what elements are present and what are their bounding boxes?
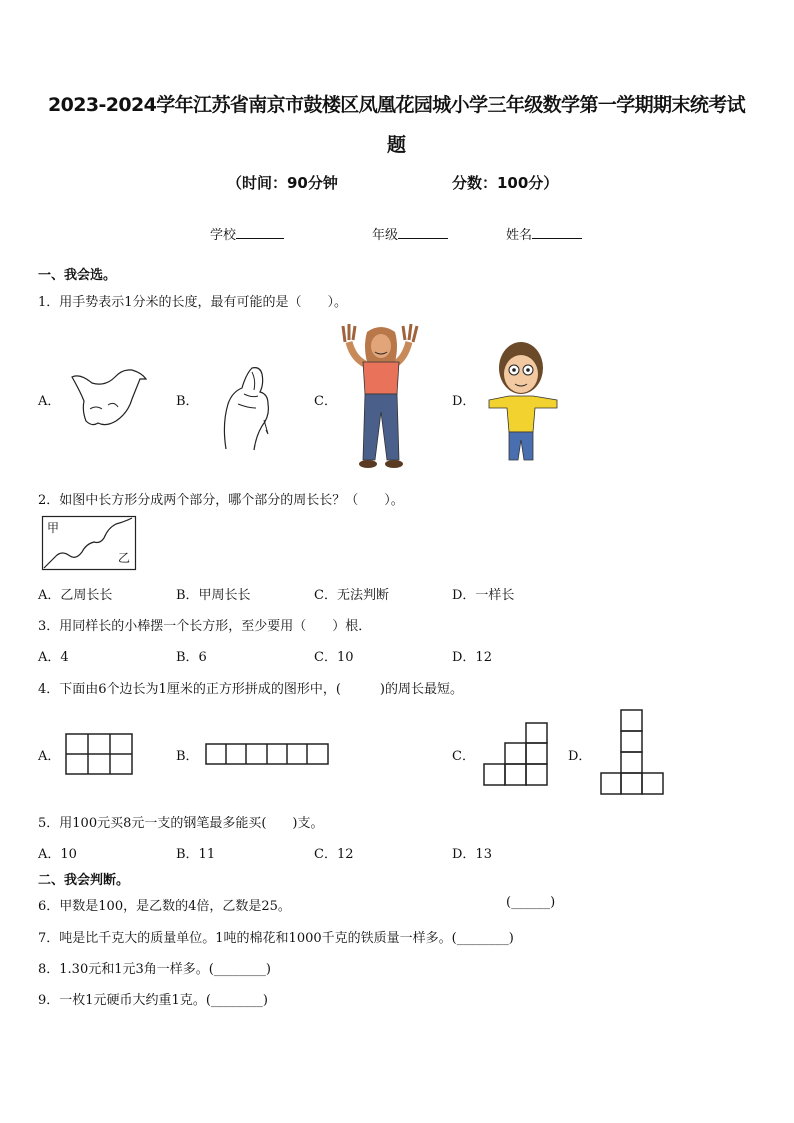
- pinch-hand-image: [218, 364, 278, 454]
- question-2: 2．如图中长方形分成两个部分，哪个部分的周长长？（ ）。: [38, 493, 404, 508]
- q4-option-c[interactable]: C．: [452, 749, 475, 764]
- q2-option-b[interactable]: B．甲周长长: [176, 588, 251, 603]
- q2-option-c[interactable]: C．无法判断: [314, 588, 389, 603]
- question-1: 1．用手势表示1分米的长度，最有可能的是（ ）。: [38, 295, 348, 310]
- question-4: 4．下面由6个边长为1厘米的正方形拼成的图形中，( )的周长最短。: [38, 682, 463, 697]
- shape-1x6-row: [205, 743, 329, 765]
- bird-hand-shadow-image: [70, 365, 155, 430]
- region-label-yi: 乙: [118, 551, 131, 565]
- page-title-line1: 2023-2024学年江苏省南京市鼓楼区凤凰花园城小学三年级数学第一学期期末统考试: [48, 94, 746, 116]
- q1-option-d[interactable]: D．: [452, 394, 476, 409]
- q3-option-d[interactable]: D．12: [452, 650, 492, 665]
- section1-heading: 一、我会选。: [38, 268, 117, 283]
- school-field[interactable]: [210, 224, 284, 243]
- q2-option-a[interactable]: A．乙周长长: [38, 588, 113, 603]
- shape-staircase: [483, 722, 549, 786]
- q5-option-d[interactable]: D．13: [452, 847, 492, 862]
- school-label: 学校: [210, 228, 237, 243]
- girl-shirt: [363, 362, 399, 394]
- exam-score: 分数：100分）: [452, 174, 559, 192]
- question-3: 3．用同样长的小棒摆一个长方形，至少要用（ ）根．: [38, 619, 372, 634]
- question-5: 5．用100元买8元一支的钢笔最多能买( )支。: [38, 816, 324, 831]
- q1-option-c[interactable]: C．: [314, 394, 337, 409]
- page-title-line2: 题: [387, 134, 406, 156]
- q3-option-b[interactable]: B．6: [176, 650, 207, 665]
- grade-label: 年级: [372, 228, 399, 243]
- question-6: 6．甲数是100，是乙数的4倍，乙数是25。: [38, 899, 291, 914]
- boy-arms-out-image: [487, 338, 559, 460]
- question-8: 8．1.30元和1元3角一样多。(________): [38, 962, 271, 977]
- q4-option-b[interactable]: B．: [176, 749, 199, 764]
- question-6-answer-blank[interactable]: (______): [506, 895, 556, 910]
- shape-inverted-t: [600, 709, 664, 795]
- q3-option-c[interactable]: C．10: [314, 650, 354, 665]
- q1-option-a[interactable]: A．: [38, 394, 61, 409]
- q5-option-c[interactable]: C．12: [314, 847, 354, 862]
- q4-option-d[interactable]: D．: [568, 749, 592, 764]
- question-9: 9．一枚1元硬币大约重1克。(________): [38, 993, 268, 1008]
- grade-field[interactable]: [372, 224, 448, 243]
- q4-option-a[interactable]: A．: [38, 749, 61, 764]
- q3-option-a[interactable]: A．4: [38, 650, 69, 665]
- girl-arms-raised-image: [337, 322, 427, 472]
- region-label-jia: 甲: [47, 521, 60, 535]
- shape-2x3-grid: [65, 733, 133, 775]
- q5-option-a[interactable]: A．10: [38, 847, 77, 862]
- name-field[interactable]: [506, 224, 582, 243]
- name-label: 姓名: [506, 228, 533, 243]
- q2-option-d[interactable]: D．一样长: [452, 588, 515, 603]
- q1-option-b[interactable]: B．: [176, 394, 199, 409]
- exam-time: （时间：90分钟: [227, 174, 338, 192]
- section2-heading: 二、我会判断。: [38, 873, 130, 888]
- q5-option-b[interactable]: B．11: [176, 847, 216, 862]
- question-7: 7．吨是比千克大的质量单位。1吨的棉花和1000千克的铁质量一样多。(________): [38, 931, 514, 946]
